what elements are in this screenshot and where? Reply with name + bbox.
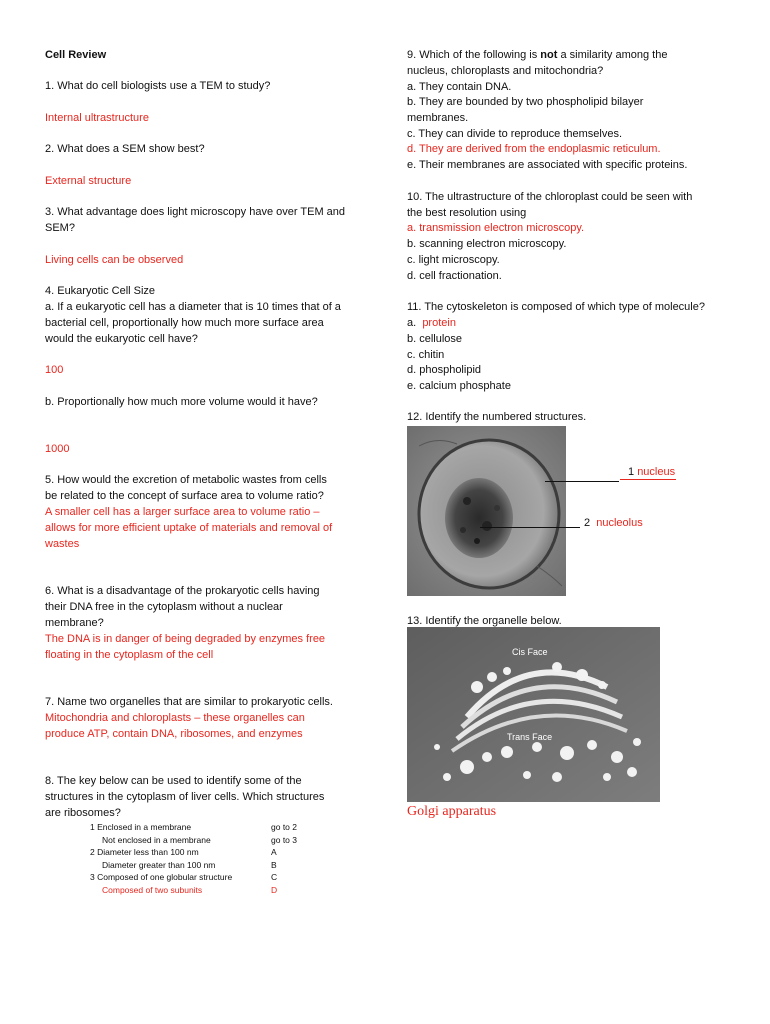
golgi-answer: Golgi apparatus — [407, 804, 497, 819]
q1-question: 1. What do cell biologists use a TEM to study? — [45, 80, 271, 92]
q6-line1: 6. What is a disadvantage of the prokaryotic cells having — [45, 585, 320, 597]
key-result-answer: D — [271, 885, 278, 895]
q4a-answer: 100 — [45, 364, 64, 376]
q7-question: 7. Name two organelles that are similar to prokaryotic cells. — [45, 696, 333, 708]
q1-answer: Internal ultrastructure — [45, 112, 149, 124]
key-result: B — [271, 860, 277, 870]
q7-answer-line1: Mitochondria and chloroplasts – these organelles can — [45, 712, 305, 724]
key-label-answer: Composed of two subunits — [102, 885, 203, 895]
page-title: Cell Review — [45, 49, 107, 61]
q4a-line2: bacterial cell, proportionally how much more surface area — [45, 317, 324, 329]
q8-line2: structures in the cytoplasm of liver cells. Which structures — [45, 791, 325, 803]
q11-question: 11. The cytoskeleton is composed of which type of molecule? — [407, 301, 705, 313]
key-label: 1 Enclosed in a membrane — [90, 822, 192, 832]
key-result: A — [271, 847, 277, 857]
q5-line1: 5. How would the excretion of metabolic wastes from cells — [45, 474, 327, 486]
q9-option-e: e. Their membranes are associated with specific proteins. — [407, 159, 688, 171]
q5-line2: be related to the concept of surface area to volume ratio? — [45, 490, 324, 502]
q12-question: 12. Identify the numbered structures. — [407, 411, 587, 423]
q10-option-a-answer: a. transmission electron microscopy. — [407, 222, 585, 234]
nucleus-label: 1 nucleus — [628, 466, 676, 478]
q9-option-a: a. They contain DNA. — [407, 81, 512, 93]
q3-answer: Living cells can be observed — [45, 254, 184, 266]
q9-option-d-answer: d. They are derived from the endoplasmic reticulum. — [407, 143, 661, 155]
key-label: Diameter greater than 100 nm — [102, 860, 216, 870]
q4b-question: b. Proportionally how much more volume would it have? — [45, 396, 318, 408]
q3-question-line2: SEM? — [45, 222, 75, 234]
q11-option-e: e. calcium phosphate — [407, 380, 511, 392]
trans-face-label: Trans Face — [507, 732, 553, 742]
q9-line2: nucleus, chloroplasts and mitochondria? — [407, 65, 604, 77]
key-result: go to 2 — [271, 822, 297, 832]
q13-question: 13. Identify the organelle below. — [407, 615, 562, 627]
q11-option-d: d. phospholipid — [407, 364, 482, 376]
nucleus-pointer-line — [545, 481, 619, 482]
q5-answer-line2: allows for more efficient uptake of materials and removal of — [45, 522, 333, 534]
q6-answer-line1: The DNA is in danger of being degraded by enzymes free — [45, 633, 326, 645]
q9-option-b-line2: membranes. — [407, 112, 469, 124]
q10-line2: the best resolution using — [407, 207, 527, 219]
q11-option-c: c. chitin — [407, 349, 445, 361]
q5-answer-line3: wastes — [45, 538, 80, 550]
key-label: 2 Diameter less than 100 nm — [90, 847, 199, 857]
q11-option-a: a. protein — [407, 317, 456, 329]
q4b-answer: 1000 — [45, 443, 70, 455]
golgi-micrograph — [407, 627, 660, 802]
nucleus-underline — [620, 479, 676, 480]
q8-line1: 8. The key below can be used to identify some of the — [45, 775, 302, 787]
q9-option-c: c. They can divide to reproduce themselves. — [407, 128, 623, 140]
nucleolus-label: 2 nucleolus — [584, 517, 643, 529]
nucleolus-pointer-line — [480, 527, 580, 528]
key-result: C — [271, 872, 278, 882]
q3-question-line1: 3. What advantage does light microscopy have over TEM and — [45, 206, 346, 218]
key-label: 3 Composed of one globular structure — [90, 872, 233, 882]
q4-heading: 4. Eukaryotic Cell Size — [45, 285, 156, 297]
q4a-line1: a. If a eukaryotic cell has a diameter that is 10 times that of a — [45, 301, 341, 313]
cis-face-label: Cis Face — [512, 647, 548, 657]
q11-option-b: b. cellulose — [407, 333, 463, 345]
q10-option-b: b. scanning electron microscopy. — [407, 238, 567, 250]
q6-line2: their DNA free in the cytoplasm without a nuclear — [45, 601, 283, 613]
q2-question: 2. What does a SEM show best? — [45, 143, 205, 155]
q6-line3: membrane? — [45, 617, 104, 629]
q4a-line3: would the eukaryotic cell have? — [45, 333, 198, 345]
nucleus-micrograph — [407, 426, 566, 596]
q9-line1: 9. Which of the following is not a similarity among the — [407, 49, 668, 61]
q9-option-b-line1: b. They are bounded by two phospholipid bilayer — [407, 96, 644, 108]
q8-line3: are ribosomes? — [45, 807, 121, 819]
q7-answer-line2: produce ATP, contain DNA, ribosomes, and enzymes — [45, 728, 303, 740]
q6-answer-line2: floating in the cytoplasm of the cell — [45, 649, 214, 661]
q2-answer: External structure — [45, 175, 132, 187]
q10-option-d: d. cell fractionation. — [407, 270, 502, 282]
q11-answer: protein — [422, 317, 456, 329]
q10-option-c: c. light microscopy. — [407, 254, 500, 266]
q10-line1: 10. The ultrastructure of the chloroplast could be seen with — [407, 191, 693, 203]
key-result: go to 3 — [271, 835, 297, 845]
q5-answer-line1: A smaller cell has a larger surface area to volume ratio – — [45, 506, 320, 518]
key-label: Not enclosed in a membrane — [102, 835, 211, 845]
